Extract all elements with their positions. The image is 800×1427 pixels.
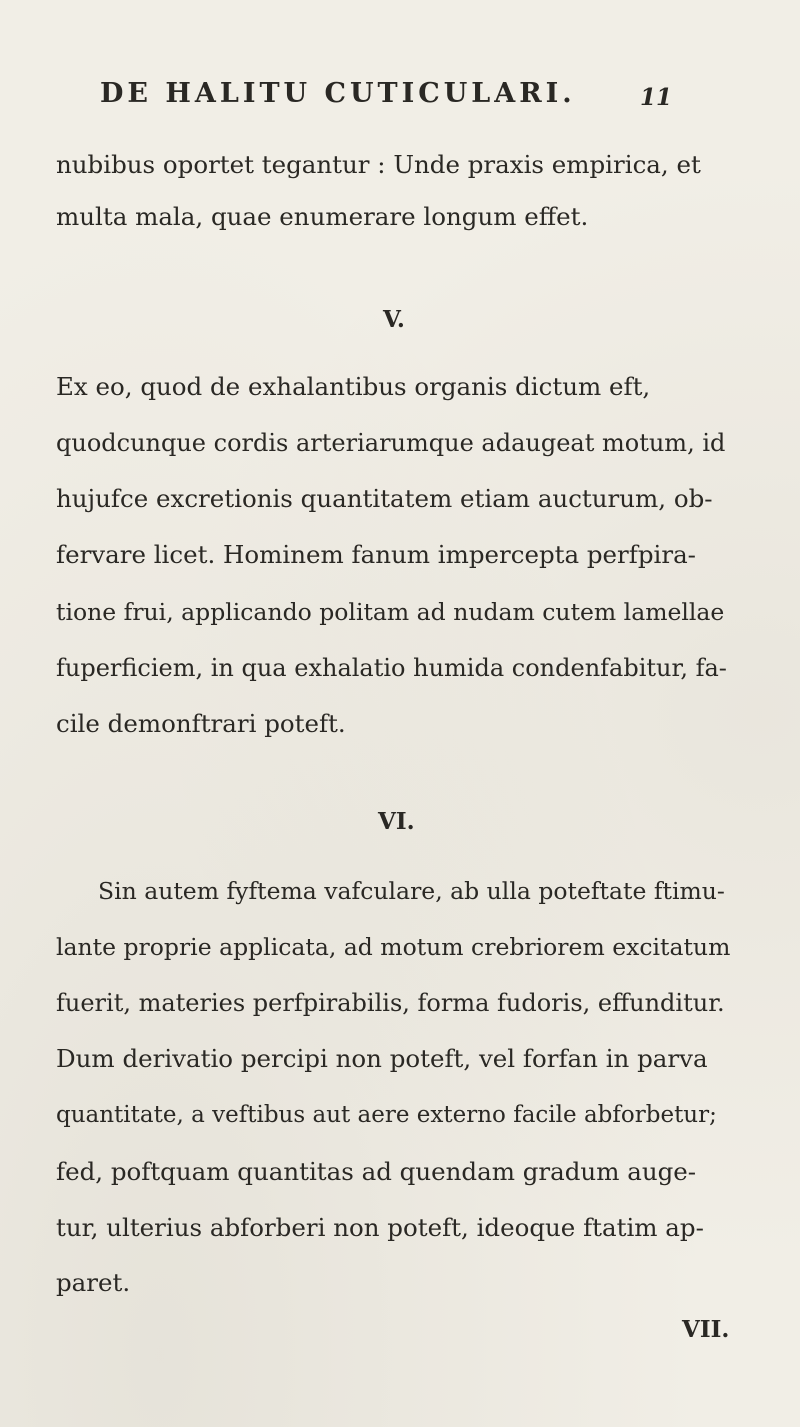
- text-line: cile demonftrari poteft.: [56, 709, 346, 738]
- text-line: multa mala, quae enumerare longum effet.: [56, 202, 589, 231]
- text-line: Dum derivatio percipi non poteft, vel forfan in parva: [56, 1044, 708, 1073]
- section-heading-vi: VI.: [378, 808, 415, 835]
- running-title: DE HALITU CUTICULARI.: [100, 78, 576, 109]
- text-line: tur, ulterius abforberi non poteft, ideoque ftatim ap-: [56, 1213, 704, 1242]
- text-line: tione frui, applicando politam ad nudam cutem lamellae: [56, 598, 725, 626]
- text-line: quodcunque cordis arteriarumque adaugeat motum, id: [56, 429, 726, 457]
- text-line: nubibus oportet tegantur : Unde praxis empirica, et: [56, 150, 701, 179]
- text-line: Sin autem fyftema vafculare, ab ulla poteftate ftimu-: [98, 877, 725, 905]
- text-line: fervare licet. Hominem fanum impercepta perfpira-: [56, 540, 696, 569]
- section-heading-v: V.: [383, 306, 405, 333]
- text-line: lante proprie applicata, ad motum crebriorem excitatum: [56, 933, 731, 961]
- section-heading-vii: VII.: [682, 1316, 730, 1343]
- text-line: quantitate, a veftibus aut aere externo facile abforbetur;: [56, 1102, 717, 1128]
- text-line: hujufce excretionis quantitatem etiam aucturum, ob-: [56, 484, 713, 513]
- text-line: paret.: [56, 1268, 131, 1297]
- text-line: fed, poftquam quantitas ad quendam gradum auge-: [56, 1157, 697, 1186]
- page-number: 11: [640, 84, 673, 111]
- text-line: Ex eo, quod de exhalantibus organis dictum eft,: [56, 372, 651, 401]
- text-line: fuperficiem, in qua exhalatio humida condenfabitur, fa-: [56, 654, 727, 682]
- text-line: fuerit, materies perfpirabilis, forma fudoris, effunditur.: [56, 989, 725, 1017]
